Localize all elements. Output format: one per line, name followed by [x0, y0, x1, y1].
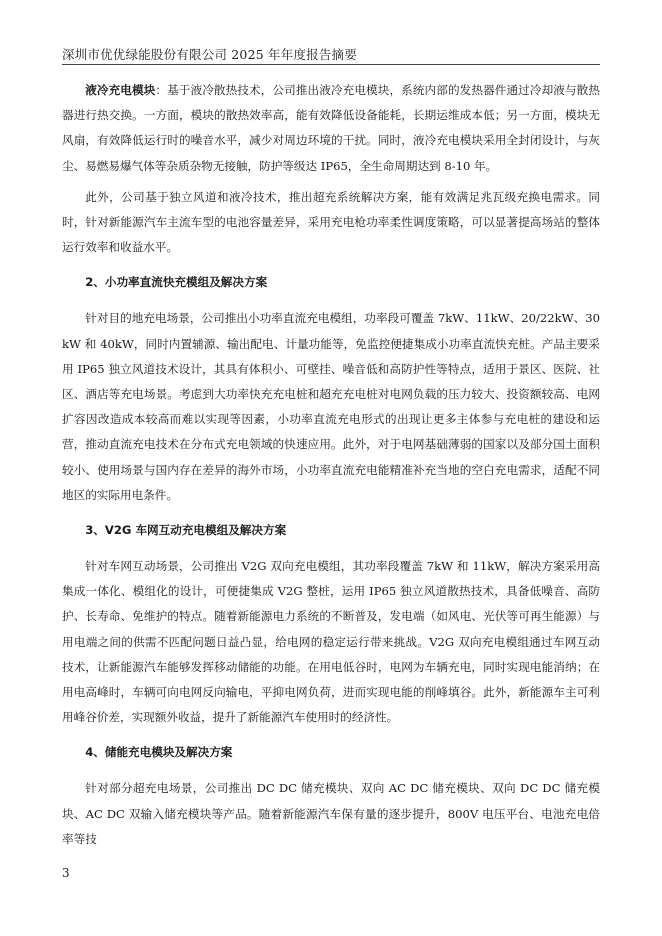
paragraph-liquid-cooling — [62, 78, 600, 179]
paragraph-v2g: 针对车网互动场景，公司推出 V2G 双向充电模组，其功率段覆盖 7kW 和 11kW，解决方案采用高集成一体化、模组化的设计，可便捷集成 V2G 整桩，运用 IP65 独立风道散热技术，具备低噪音、高防护、长寿命、免维护的特点。随着新能源电力系统的不断普及，发电端（如风电、光伏等可再生能源）与用电端之间的供需不匹配问题日益凸显，给电网的稳定运行带来挑战。V2G 双向充电模组通过车网互动技术，让新能源汽车能够发挥移动储能的功能。在用电低谷时，电网为车辆充电，同时实现电能消纳；在用电高峰时，车辆可向电网反向输电，平抑电网负荷，进而实现电能的削峰填谷。此外，新能源车主可利用峰谷价差，实现额外收益，提升了新能源汽车使用时的经济性。 — [62, 559, 600, 725]
page-number: 3 — [62, 866, 70, 880]
section-heading-4: 4、储能充电模块及解决方案 — [85, 745, 233, 760]
paragraph-supercharge: 此外，公司基于独立风道和液冷技术，推出超充系统解决方案，能有效满足兆瓦级充换电需求。同时，针对新能源汽车主流车型的电池容量差异，采用充电枪功率柔性调度策略，可以显著提高场站的整体运行效率和收益水平。 — [62, 189, 600, 255]
section-heading-3: 3、V2G 车网互动充电模组及解决方案 — [85, 523, 287, 538]
section-heading-2: 2、小功率直流快充模组及解决方案 — [85, 275, 268, 290]
paragraph-low-power-dc: 针对目的地充电场景，公司推出小功率直流充电模组，功率段可覆盖 7kW、11kW、20/22kW、30kW 和 40kW，同时内置辅源、输出配电、计量功能等，免监控便捷集成小功率直流快充桩。产品主要采用 IP65 独立风道技术设计，其具有体积小、可壁挂、噪音低和高防护性等特点，适用于景区、医院、社区、酒店等充电场景。考虑到大功率快充充电桩和超充充电桩对电网负载的压力较大、投资额较高、电网扩容因改造成本较高而难以实现等因素，小功率直流充电形式的出现让更多主体参与充电桩的建设和运营，推动直流充电技术在分布式充电领域的快速应用。此外，对于电网基础薄弱的国家以及部分国土面积较小、使用场景与国内存在差异的海外市场，小功率直流充电能精准补充当地的空白充电需求，适配不同地区的实际用电条件。 — [62, 311, 600, 502]
paragraph-storage-charging: 针对部分超充电场景，公司推出 DC DC 储充模块、双向 AC DC 储充模块、双向 DC DC 储充模块、AC DC 双输入储充模块等产品。随着新能源汽车保有量的逐步提升，800V 电压平台、电池充电倍率等技 — [62, 781, 600, 846]
page-header-title: 深圳市优优绿能股份有限公司 2025 年年度报告摘要 — [62, 47, 357, 62]
document-body — [62, 78, 600, 852]
lead-term-liquid-cooling: 液冷充电模块 — [85, 83, 156, 97]
header-divider — [62, 64, 600, 65]
paragraph-text: ：基于液冷散热技术，公司推出液冷充电模块，系统内部的发热器件通过冷却液与散热器进行热交换。一方面，模块的散热效率高，能有效降低设备能耗，长期运维成本低；另一方面，模块无风扇，有效降低运行时的噪音水平，减少对周边环境的干扰。同时，液冷充电模块采用全封闭设计，与灰尘、易燃易爆气体等杂质杂物无接触，防护等级达 IP65，全生命周期达到 8-10 年。 — [62, 83, 600, 173]
